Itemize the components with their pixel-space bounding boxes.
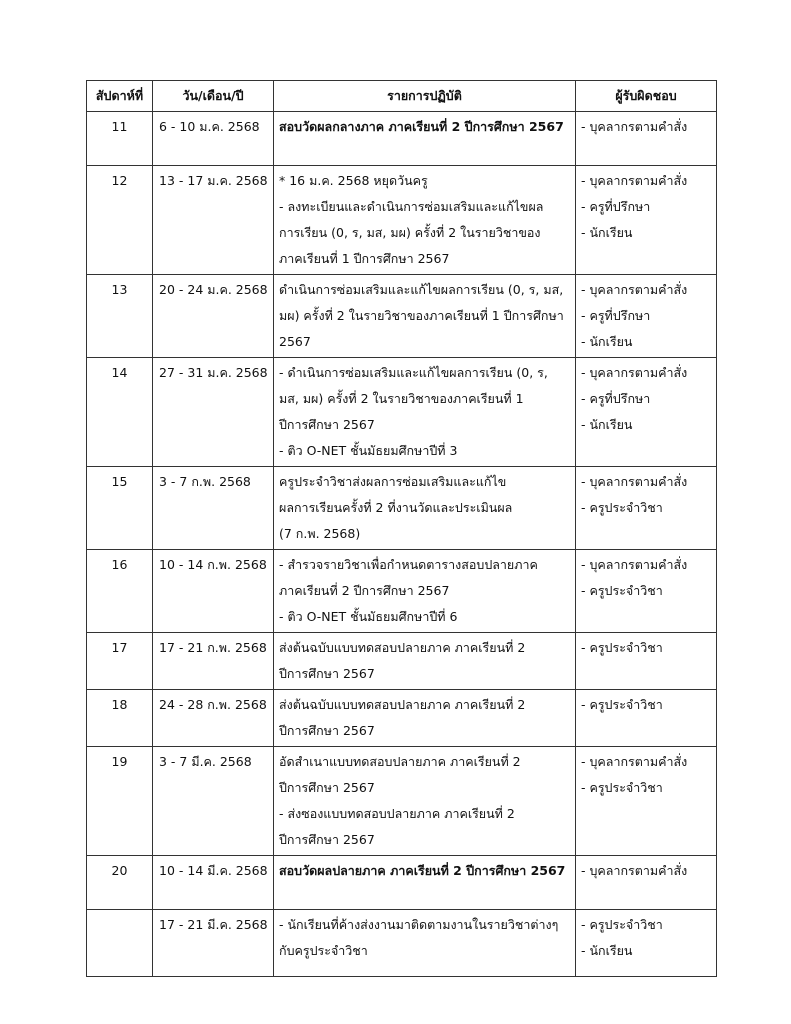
table-row	[87, 358, 717, 467]
activity-line: - ติว O-NET ชั้นมัธยมศึกษาปีที่ 6	[279, 609, 458, 624]
date-cell: 17 - 21 มี.ค. 2568	[153, 910, 274, 977]
week-cell: 15	[87, 467, 153, 550]
activity-line: ปีการศึกษา 2567	[279, 832, 375, 847]
activity-line: ส่งต้นฉบับแบบทดสอบปลายภาค ภาคเรียนที่ 2	[279, 697, 526, 712]
responsible-line: - ครูประจำวิชา	[581, 697, 663, 712]
week-cell: 20	[87, 856, 153, 910]
table-row	[87, 467, 717, 550]
week-cell: 18	[87, 690, 153, 747]
responsible-line: - ครูประจำวิชา	[581, 583, 663, 598]
responsible-cell	[576, 690, 717, 747]
header-week: สัปดาห์ที่	[87, 81, 153, 112]
week-cell: 14	[87, 358, 153, 467]
table-row	[87, 550, 717, 633]
activity-line: ส่งต้นฉบับแบบทดสอบปลายภาค ภาคเรียนที่ 2	[279, 640, 526, 655]
responsible-cell	[576, 166, 717, 275]
week-cell: 19	[87, 747, 153, 856]
date-cell: 27 - 31 ม.ค. 2568	[153, 358, 274, 467]
table-row	[87, 275, 717, 358]
date-cell: 13 - 17 ม.ค. 2568	[153, 166, 274, 275]
activity-cell	[274, 856, 576, 910]
activity-line: ผลการเรียนครั้งที่ 2 ที่งานวัดและประเมินผล	[279, 500, 513, 515]
activity-line: ปีการศึกษา 2567	[279, 666, 375, 681]
activity-line: ภาคเรียนที่ 1 ปีการศึกษา 2567	[279, 251, 450, 266]
table-header-row	[87, 81, 717, 112]
responsible-cell	[576, 856, 717, 910]
responsible-line: - นักเรียน	[581, 334, 633, 349]
responsible-cell	[576, 467, 717, 550]
responsible-line: - นักเรียน	[581, 225, 633, 240]
activity-line: (7 ก.พ. 2568)	[279, 526, 361, 541]
activity-cell	[274, 358, 576, 467]
activity-cell	[274, 275, 576, 358]
activity-line: มผ) ครั้งที่ 2 ในรายวิชาของภาคเรียนที่ 1 ปีการศึกษา	[279, 308, 564, 323]
week-cell	[87, 910, 153, 977]
activity-line: - ส่งซองแบบทดสอบปลายภาค ภาคเรียนที่ 2	[279, 806, 515, 821]
activity-line: ครูประจำวิชาส่งผลการซ่อมเสริมและแก้ไข	[279, 474, 507, 489]
activity-cell	[274, 910, 576, 977]
date-cell: 17 - 21 ก.พ. 2568	[153, 633, 274, 690]
table-row	[87, 633, 717, 690]
activity-line: - สำรวจรายวิชาเพื่อกำหนดตารางสอบปลายภาค	[279, 557, 538, 572]
date-cell: 6 - 10 ม.ค. 2568	[153, 112, 274, 166]
activity-cell	[274, 166, 576, 275]
activity-line: สอบวัดผลกลางภาค ภาคเรียนที่ 2 ปีการศึกษา 2567	[279, 119, 564, 134]
responsible-cell	[576, 747, 717, 856]
responsible-line: - ครูประจำวิชา	[581, 917, 663, 932]
week-cell: 11	[87, 112, 153, 166]
table-row	[87, 910, 717, 977]
date-cell: 3 - 7 มี.ค. 2568	[153, 747, 274, 856]
activity-line: - ลงทะเบียนและดำเนินการซ่อมเสริมและแก้ไขผล	[279, 199, 544, 214]
responsible-line: - บุคลากรตามคำสั่ง	[581, 557, 688, 572]
activity-line: - ติว O-NET ชั้นมัธยมศึกษาปีที่ 3	[279, 443, 458, 458]
responsible-line: - ครูที่ปรึกษา	[581, 199, 651, 214]
activity-line: - นักเรียนที่ค้างส่งงานมาติดตามงานในรายวิชาต่างๆ	[279, 917, 559, 932]
table-row	[87, 112, 717, 166]
activity-line: การเรียน (0, ร, มส, มผ) ครั้งที่ 2 ในรายวิชาของ	[279, 225, 541, 240]
activity-line: 2567	[279, 334, 311, 349]
week-cell: 12	[87, 166, 153, 275]
activity-line: สอบวัดผลปลายภาค ภาคเรียนที่ 2 ปีการศึกษา 2567	[279, 863, 566, 878]
activity-cell	[274, 112, 576, 166]
activity-line: ปีการศึกษา 2567	[279, 780, 375, 795]
responsible-cell	[576, 910, 717, 977]
activity-line: ภาคเรียนที่ 2 ปีการศึกษา 2567	[279, 583, 450, 598]
responsible-line: - บุคลากรตามคำสั่ง	[581, 119, 688, 134]
responsible-line: - ครูประจำวิชา	[581, 500, 663, 515]
header-date: วัน/เดือน/ปี	[153, 81, 274, 112]
responsible-line: - นักเรียน	[581, 417, 633, 432]
week-cell: 16	[87, 550, 153, 633]
responsible-cell	[576, 550, 717, 633]
activity-line: * 16 ม.ค. 2568 หยุดวันครู	[279, 173, 428, 188]
activity-line: มส, มผ) ครั้งที่ 2 ในรายวิชาของภาคเรียนที่ 1	[279, 391, 524, 406]
header-activity: รายการปฏิบัติ	[274, 81, 576, 112]
date-cell: 20 - 24 ม.ค. 2568	[153, 275, 274, 358]
table-row	[87, 747, 717, 856]
activity-cell	[274, 467, 576, 550]
activity-cell	[274, 550, 576, 633]
activity-line: กับครูประจำวิชา	[279, 943, 368, 958]
responsible-line: - บุคลากรตามคำสั่ง	[581, 173, 688, 188]
responsible-cell	[576, 112, 717, 166]
responsible-line: - นักเรียน	[581, 943, 633, 958]
activity-line: อัดสำเนาแบบทดสอบปลายภาค ภาคเรียนที่ 2	[279, 754, 521, 769]
responsible-line: - บุคลากรตามคำสั่ง	[581, 863, 688, 878]
date-cell: 3 - 7 ก.พ. 2568	[153, 467, 274, 550]
table-row	[87, 166, 717, 275]
header-responsible: ผู้รับผิดชอบ	[576, 81, 717, 112]
table-row	[87, 690, 717, 747]
responsible-line: - บุคลากรตามคำสั่ง	[581, 282, 688, 297]
responsible-line: - บุคลากรตามคำสั่ง	[581, 474, 688, 489]
activity-line: ปีการศึกษา 2567	[279, 723, 375, 738]
responsible-line: - ครูที่ปรึกษา	[581, 391, 651, 406]
responsible-line: - บุคลากรตามคำสั่ง	[581, 365, 688, 380]
activity-cell	[274, 690, 576, 747]
schedule-table	[86, 80, 717, 977]
responsible-line: - บุคลากรตามคำสั่ง	[581, 754, 688, 769]
date-cell: 10 - 14 ก.พ. 2568	[153, 550, 274, 633]
responsible-cell	[576, 633, 717, 690]
responsible-cell	[576, 275, 717, 358]
table-row	[87, 856, 717, 910]
responsible-line: - ครูที่ปรึกษา	[581, 308, 651, 323]
week-cell: 13	[87, 275, 153, 358]
date-cell: 24 - 28 ก.พ. 2568	[153, 690, 274, 747]
week-cell: 17	[87, 633, 153, 690]
responsible-cell	[576, 358, 717, 467]
responsible-line: - ครูประจำวิชา	[581, 640, 663, 655]
schedule-sheet	[86, 80, 716, 977]
table-body	[87, 112, 717, 977]
date-cell: 10 - 14 มี.ค. 2568	[153, 856, 274, 910]
activity-cell	[274, 747, 576, 856]
activity-line: - ดำเนินการซ่อมเสริมและแก้ไขผลการเรียน (0, ร,	[279, 365, 548, 380]
activity-line: ดำเนินการซ่อมเสริมและแก้ไขผลการเรียน (0, ร, มส,	[279, 282, 564, 297]
responsible-line: - ครูประจำวิชา	[581, 780, 663, 795]
activity-line: ปีการศึกษา 2567	[279, 417, 375, 432]
activity-cell	[274, 633, 576, 690]
